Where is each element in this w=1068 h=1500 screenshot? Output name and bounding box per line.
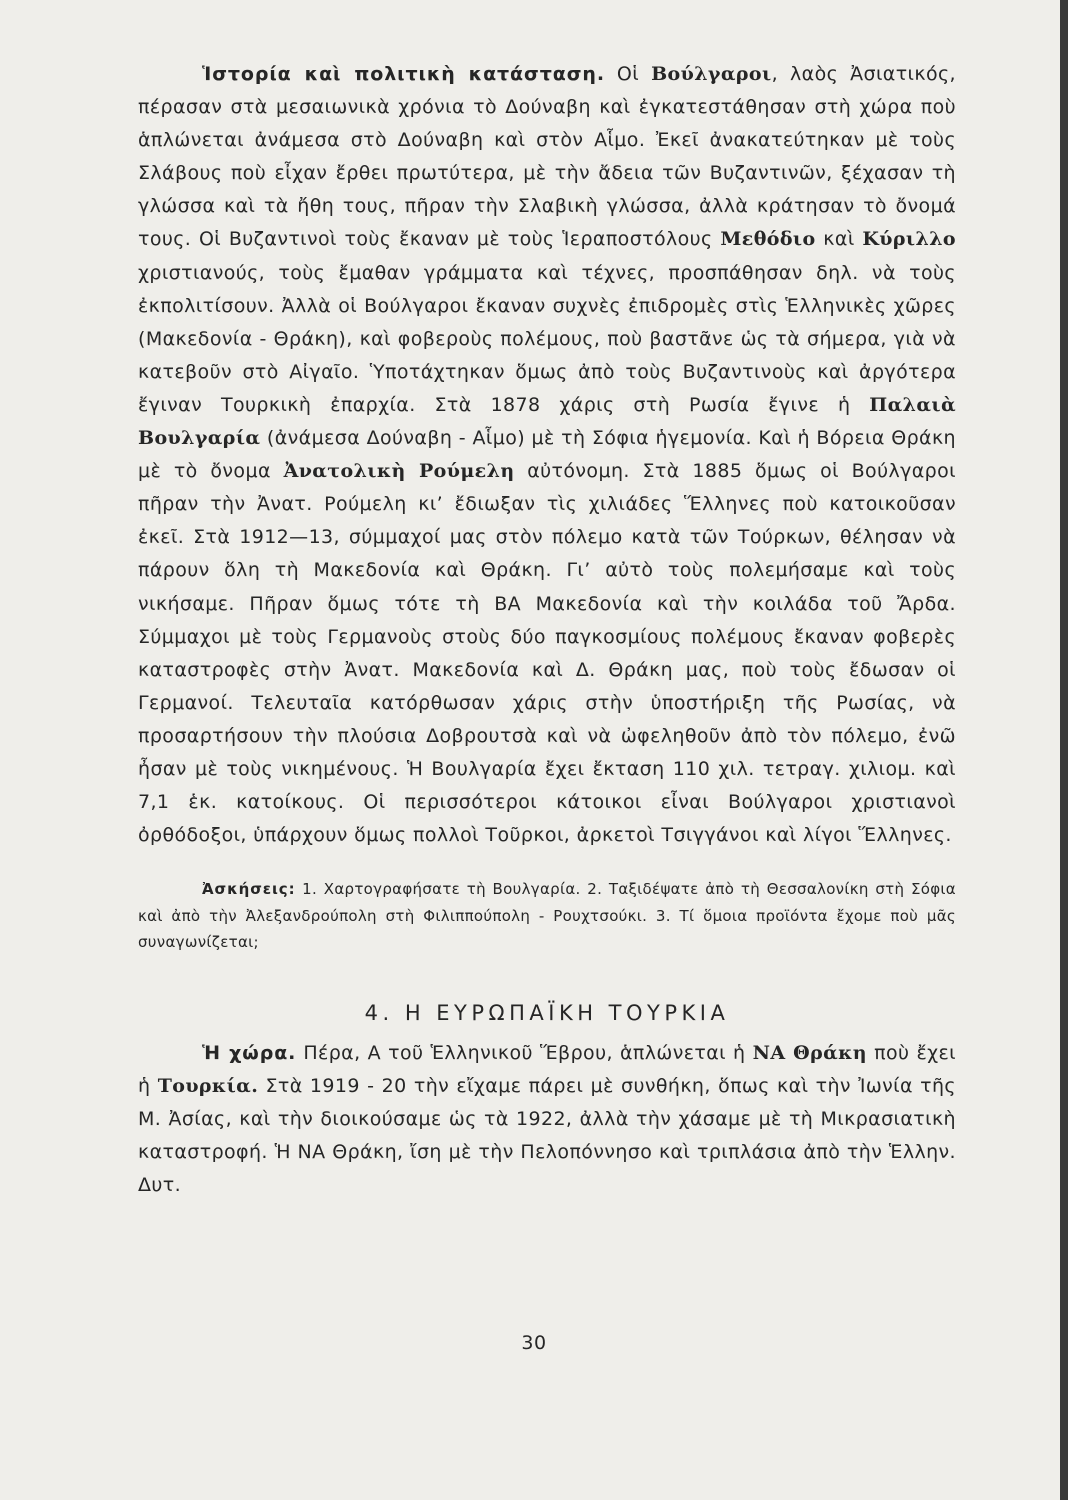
bold-term-eastern-rumelia: Ἀνατολικὴ Ρούμελη [283,460,515,483]
text-run: καὶ [815,228,863,251]
bold-term-cyril: Κύριλλο [862,228,956,251]
text-run: , λαὸς Ἀσιατικός, πέρασαν στὰ μεσαιωνικὰ χρόνια τὸ Δούναβη καὶ ἐγκατεστάθησαν στὴ χώρα ποὺ ἁπλώνεται ἀνάμεσα στὸ Δούναβη καὶ στὸν Αἷμο. Ἐκεῖ ἀνακατεύτηκαν μὲ τοὺς Σλάβους ποὺ εἶχαν ἔρθει πρωτύτερα, μὲ τὴν ἄδεια τῶν Βυζαντινῶν, ξέχασαν τὴ γλώσσα καὶ τὰ ἤθη τους, πῆραν τὴν Σλαβικὴ γλώσσα, ἀλλὰ κράτησαν τὸ ὄνομά τους. Οἱ Βυζαντινοὶ τοὺς ἔκαναν μὲ τοὺς Ἱεραποστόλους [138,63,956,251]
text-run: ποὺ ἔχει ἡ [138,1041,956,1097]
bold-term-methodius: Μεθόδιο [720,228,816,251]
bold-term-bulgarians: Βούλγαροι [651,63,772,85]
page-edge-shadow [1060,0,1068,1500]
exercises-text: 1. Χαρτογραφήσατε τὴ Βουλγαρία. 2. Ταξιδέψατε ἀπὸ τὴ Θεσσαλονίκη στὴ Σόφια καὶ ἀπὸ τὴν Ἀλεξανδρούπολη στὴ Φιλιππούπολη - Ρουχτσούκι. 3. Τί ὅμοια προϊόντα ἔχομε ποὺ μᾶς συναγωνίζεται; [138,880,956,952]
section-title: 4. Η ΕΥΡΩΠΑΪΚΗ ΤΟΥΡΚΙΑ [364,1000,730,1025]
page-number: 30 [521,1332,547,1354]
bold-term-se-thrace: ΝΑ Θράκη [752,1041,868,1064]
text-run: χριστιανούς, τοὺς ἔμαθαν γράμματα καὶ τέχνες, προσπάθησαν δηλ. νὰ τοὺς ἐκπολιτίσουν. Ἀλλὰ οἱ Βούλγαροι ἔκαναν συχνὲς ἐπιδρομὲς στὶς Ἑλληνικὲς χῶρες (Μακεδονία - Θράκη), καὶ φοβεροὺς πολέμους, ποὺ βαστᾶνε ὡς τὰ σήμερα, γιὰ νὰ κατεβοῦν στὸ Αἰγαῖο. Ὑποτάχτηκαν ὅμως ἀπὸ τοὺς Βυζαντινοὺς καὶ ἀργότερα ἔγιναν Τουρκικὴ ἐπαρχία. Στὰ 1878 χάρις στὴ Ρωσία ἔγινε ἡ [138,261,956,416]
exercises-label: Ἀσκήσεις: [202,880,296,899]
text-run: Πέρα, Α τοῦ Ἑλληνικοῦ Ἕβρου, ἁπλώνεται ἡ [296,1041,753,1064]
text-run: (ἀνάμεσα Δούναβη - Αἷμο) μὲ τὴ Σόφια ἡγεμονία. Καὶ ἡ Βόρεια Θράκη μὲ τὸ ὄνομα [138,427,956,483]
bulgaria-paragraph [138,58,956,852]
turkey-heading: Ἡ χώρα. [202,1041,297,1064]
turkey-paragraph [138,1037,956,1202]
text-run: αὐτόνομη. Στὰ 1885 ὅμως οἱ Βούλγαροι πῆραν τὴν Ἀνατ. Ρούμελη κι’ ἔδιωξαν τὶς χιλιάδες Ἕλληνες ποὺ κατοικοῦσαν ἐκεῖ. Στὰ 1912—13, σύμμαχοί μας στὸν πόλεμο κατὰ τῶν Τούρκων, θέλησαν νὰ πάρουν ὅλη τὴ Μακεδονία καὶ Θράκη. Γι’ αὐτὸ τοὺς πολεμήσαμε καὶ τοὺς νικήσαμε. Πῆραν ὅμως τότε τὴ ΒΑ Μακεδονία καὶ τὴν κοιλάδα τοῦ Ἄρδα. Σύμμαχοι μὲ τοὺς Γερμανοὺς στοὺς δύο παγκοσμίους πολέμους ἔκαναν φοβερὲς καταστροφὲς στὴν Ἀνατ. Μακεδονία καὶ Δ. Θράκη μας, ποὺ τοὺς ἔδωσαν οἱ Γερμανοί. Τελευταῖα κατόρθωσαν χάρις στὴν ὑποστήριξη τῆς Ρωσίας, νὰ προσαρτήσουν τὴν πλούσια Δοβρουτσὰ καὶ νὰ ὠφεληθοῦν ἀπὸ τὸν πόλεμο, ἐνῶ ἦσαν μὲ τοὺς νικημένους. Ἡ Βουλγαρία ἔχει ἔκταση 110 χιλ. τετραγ. χιλιομ. καὶ 7,1 ἑκ. κατοίκους. Οἱ περισσότεροι κάτοικοι εἶναι Βούλγαροι χριστιανοὶ ὀρθόδοξοι, ὑπάρχουν ὅμως πολλοὶ Τοῦρκοι, ἀρκετοὶ Τσιγγάνοι καὶ λίγοι Ἕλληνες. [138,460,956,847]
text-run: Οἱ [604,63,652,85]
exercises-block [138,876,956,956]
bulgaria-heading: Ἱστορία καὶ πολιτικὴ κατάσταση. [202,63,605,85]
page-content [138,58,956,1202]
text-run: Στὰ 1919 - 20 τὴν εἴχαμε πάρει μὲ συνθήκη, ὅπως καὶ τὴν Ἰωνία τῆς Μ. Ἀσίας, καὶ τὴν διοικούσαμε ὡς τὰ 1922, ἀλλὰ τὴν χάσαμε μὲ τὴ Μικρασιατικὴ καταστροφή. Ἡ ΝΑ Θράκη, ἴση μὲ τὴν Πελοπόννησο καὶ τριπλάσια ἀπὸ τὴν Ἑλλην. Δυτ. [138,1074,956,1197]
bold-term-turkey: Τουρκία. [157,1074,259,1097]
bold-term-old-bulgaria: Παλαιὰ Βουλγαρία [138,393,956,450]
